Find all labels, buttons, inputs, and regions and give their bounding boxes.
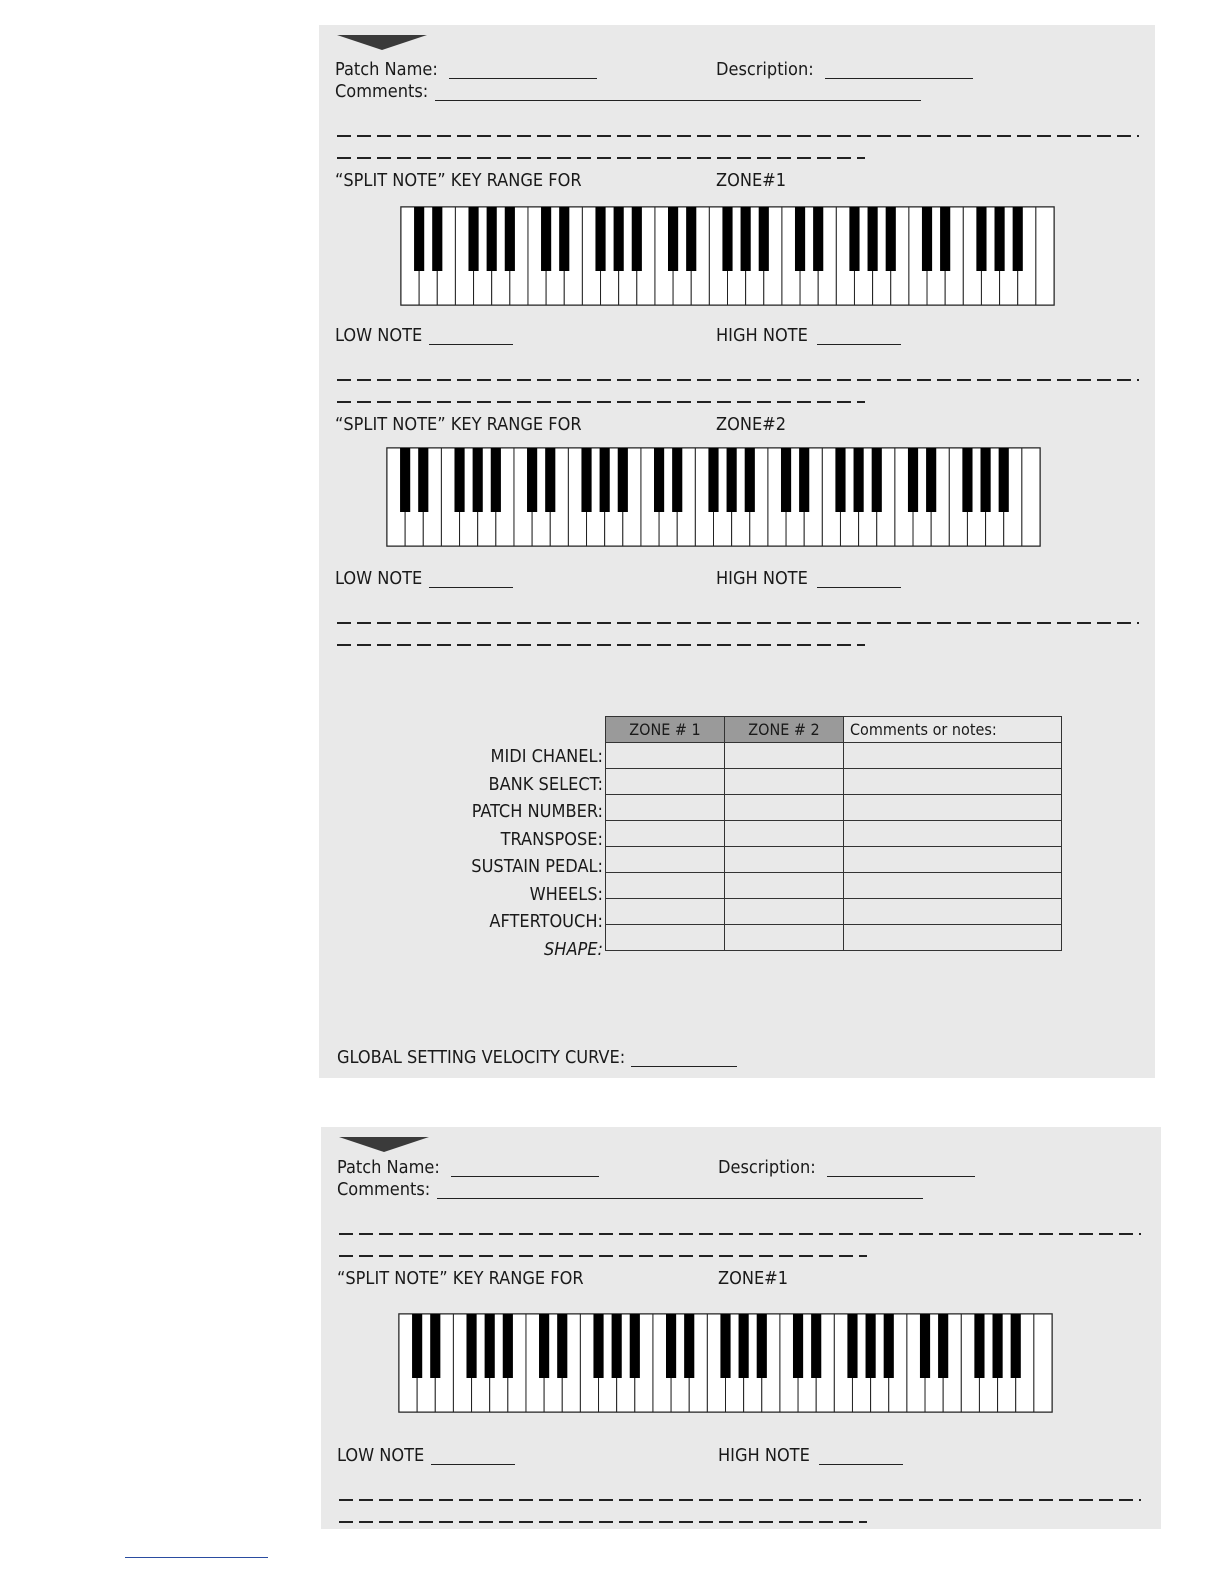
notes-line[interactable] <box>339 1499 1141 1501</box>
table-cell[interactable] <box>844 795 1062 821</box>
table-cell[interactable] <box>606 821 725 847</box>
low-note-field[interactable] <box>429 344 513 345</box>
black-key[interactable] <box>672 448 682 512</box>
split-note-heading: “SPLIT NOTE” KEY RANGE FOR <box>335 414 582 435</box>
comments-line[interactable] <box>337 157 865 159</box>
split-note-heading: “SPLIT NOTE” KEY RANGE FOR <box>335 170 582 191</box>
black-key[interactable] <box>668 207 678 271</box>
black-key[interactable] <box>654 448 664 512</box>
table-cell[interactable] <box>844 821 1062 847</box>
black-key[interactable] <box>614 207 624 271</box>
black-key[interactable] <box>793 1314 803 1378</box>
table-cell[interactable] <box>725 821 844 847</box>
black-key[interactable] <box>414 207 424 271</box>
black-key[interactable] <box>993 1314 1003 1378</box>
black-key[interactable] <box>981 448 991 512</box>
patch-name-label: Patch Name: <box>337 1157 440 1178</box>
low-note-label: LOW NOTE <box>337 1445 425 1466</box>
black-key[interactable] <box>473 448 483 512</box>
footnote-rule <box>125 1557 268 1558</box>
black-key[interactable] <box>745 448 755 512</box>
black-key[interactable] <box>503 1314 513 1378</box>
row-label: TRANSPOSE: <box>500 828 603 850</box>
notes-line[interactable] <box>337 401 865 403</box>
black-key[interactable] <box>559 207 569 271</box>
notes-line[interactable] <box>337 644 865 646</box>
black-key[interactable] <box>974 1314 984 1378</box>
black-key[interactable] <box>926 448 936 512</box>
black-key[interactable] <box>849 207 859 271</box>
black-key[interactable] <box>487 207 497 271</box>
zone-2-heading: ZONE#2 <box>716 414 787 435</box>
keyboard-zone-2[interactable] <box>386 447 1041 547</box>
row-label: SUSTAIN PEDAL: <box>471 856 603 877</box>
black-key[interactable] <box>908 448 918 512</box>
comments-label: Comments: <box>337 1179 431 1200</box>
high-note-field[interactable] <box>819 1464 903 1465</box>
black-key[interactable] <box>686 207 696 271</box>
black-key[interactable] <box>612 1314 622 1378</box>
black-key[interactable] <box>632 207 642 271</box>
black-key[interactable] <box>708 448 718 512</box>
table-cell[interactable] <box>606 873 725 899</box>
high-note-field[interactable] <box>817 587 901 588</box>
black-key[interactable] <box>545 448 555 512</box>
black-key[interactable] <box>630 1314 640 1378</box>
description-field[interactable] <box>827 1176 975 1177</box>
row-label: MIDI CHANEL: <box>490 746 603 767</box>
table-cell[interactable] <box>606 925 725 951</box>
notes-line[interactable] <box>337 379 1139 381</box>
black-key[interactable] <box>1013 207 1023 271</box>
zone-1-heading: ZONE#1 <box>718 1268 789 1289</box>
notes-line[interactable] <box>337 622 1139 624</box>
patch-form-1 <box>319 25 1155 1078</box>
zone-2-column-header: ZONE # 2 <box>725 717 844 743</box>
table-cell[interactable] <box>844 743 1062 769</box>
black-key[interactable] <box>1011 1314 1021 1378</box>
patch-form-2 <box>321 1127 1161 1529</box>
black-key[interactable] <box>412 1314 422 1378</box>
black-key[interactable] <box>418 448 428 512</box>
section-arrow-icon <box>337 35 427 50</box>
black-key[interactable] <box>727 448 737 512</box>
low-note-label: LOW NOTE <box>335 568 423 589</box>
description-field[interactable] <box>825 78 973 79</box>
black-key[interactable] <box>618 448 628 512</box>
black-key[interactable] <box>813 207 823 271</box>
table-cell[interactable] <box>606 743 725 769</box>
keyboard-zone-1[interactable] <box>398 1313 1053 1413</box>
table-cell[interactable] <box>725 873 844 899</box>
row-label: SHAPE: <box>544 938 603 960</box>
row-label: PATCH NUMBER: <box>471 801 603 822</box>
table-cell[interactable] <box>725 899 844 925</box>
black-key[interactable] <box>835 448 845 512</box>
black-key[interactable] <box>600 448 610 512</box>
black-key[interactable] <box>847 1314 857 1378</box>
black-key[interactable] <box>938 1314 948 1378</box>
black-key[interactable] <box>999 448 1009 512</box>
black-key[interactable] <box>666 1314 676 1378</box>
patch-name-field[interactable] <box>449 78 597 79</box>
black-key[interactable] <box>884 1314 894 1378</box>
section-arrow-icon <box>339 1137 429 1152</box>
black-key[interactable] <box>976 207 986 271</box>
low-note-field[interactable] <box>429 587 513 588</box>
black-key[interactable] <box>759 207 769 271</box>
notes-line[interactable] <box>339 1521 867 1523</box>
white-key[interactable] <box>1036 207 1054 305</box>
black-key[interactable] <box>539 1314 549 1378</box>
black-key[interactable] <box>541 207 551 271</box>
black-key[interactable] <box>485 1314 495 1378</box>
row-label: BANK SELECT: <box>488 773 603 795</box>
black-key[interactable] <box>995 207 1005 271</box>
black-key[interactable] <box>468 207 478 271</box>
table-cell[interactable] <box>725 795 844 821</box>
patch-name-field[interactable] <box>451 1176 599 1177</box>
comments-field[interactable] <box>437 1198 923 1199</box>
black-key[interactable] <box>400 448 410 512</box>
black-key[interactable] <box>684 1314 694 1378</box>
row-label: WHEELS: <box>529 883 603 905</box>
black-key[interactable] <box>722 207 732 271</box>
table-cell[interactable] <box>606 769 725 795</box>
black-key[interactable] <box>430 1314 440 1378</box>
low-note-field[interactable] <box>431 1464 515 1465</box>
table-cell[interactable] <box>606 847 725 873</box>
black-key[interactable] <box>557 1314 567 1378</box>
table-cell[interactable] <box>725 743 844 769</box>
black-key[interactable] <box>811 1314 821 1378</box>
table-cell[interactable] <box>725 769 844 795</box>
black-key[interactable] <box>491 448 501 512</box>
comments-column-header: Comments or notes: <box>844 717 1062 743</box>
split-note-heading: “SPLIT NOTE” KEY RANGE FOR <box>337 1268 584 1289</box>
black-key[interactable] <box>454 448 464 512</box>
black-key[interactable] <box>795 207 805 271</box>
black-key[interactable] <box>854 448 864 512</box>
row-label: AFTERTOUCH: <box>489 911 603 932</box>
settings-row-labels <box>439 743 603 963</box>
black-key[interactable] <box>940 207 950 271</box>
black-key[interactable] <box>466 1314 476 1378</box>
black-key[interactable] <box>757 1314 767 1378</box>
white-key[interactable] <box>1022 448 1040 546</box>
black-key[interactable] <box>581 448 591 512</box>
white-key[interactable] <box>1034 1314 1052 1412</box>
patch-name-label: Patch Name: <box>335 59 438 80</box>
low-note-label: LOW NOTE <box>335 325 423 346</box>
comments-line[interactable] <box>339 1255 867 1257</box>
black-key[interactable] <box>720 1314 730 1378</box>
black-key[interactable] <box>868 207 878 271</box>
black-key[interactable] <box>741 207 751 271</box>
black-key[interactable] <box>595 207 605 271</box>
black-key[interactable] <box>739 1314 749 1378</box>
table-cell[interactable] <box>606 795 725 821</box>
comments-field[interactable] <box>435 100 921 101</box>
table-cell[interactable] <box>844 873 1062 899</box>
zone-1-heading: ZONE#1 <box>716 170 787 191</box>
table-cell[interactable] <box>606 899 725 925</box>
comments-label: Comments: <box>335 81 429 102</box>
velocity-curve-field[interactable] <box>631 1066 737 1067</box>
table-cell[interactable] <box>844 899 1062 925</box>
table-cell[interactable] <box>844 769 1062 795</box>
keyboard-zone-1[interactable] <box>400 206 1055 306</box>
black-key[interactable] <box>866 1314 876 1378</box>
table-cell[interactable] <box>844 847 1062 873</box>
table-cell[interactable] <box>844 925 1062 951</box>
black-key[interactable] <box>872 448 882 512</box>
black-key[interactable] <box>920 1314 930 1378</box>
zone-1-column-header: ZONE # 1 <box>606 717 725 743</box>
velocity-curve-label: GLOBAL SETTING VELOCITY CURVE: <box>337 1047 626 1068</box>
description-label: Description: <box>716 59 814 80</box>
zone-settings-table <box>605 716 1062 951</box>
black-key[interactable] <box>593 1314 603 1378</box>
black-key[interactable] <box>505 207 515 271</box>
high-note-field[interactable] <box>817 344 901 345</box>
black-key[interactable] <box>886 207 896 271</box>
high-note-label: HIGH NOTE <box>716 325 808 346</box>
black-key[interactable] <box>527 448 537 512</box>
black-key[interactable] <box>432 207 442 271</box>
comments-line[interactable] <box>339 1233 1141 1235</box>
high-note-label: HIGH NOTE <box>716 568 808 589</box>
table-cell[interactable] <box>725 847 844 873</box>
high-note-label: HIGH NOTE <box>718 1445 810 1466</box>
black-key[interactable] <box>922 207 932 271</box>
comments-line[interactable] <box>337 135 1139 137</box>
description-label: Description: <box>718 1157 816 1178</box>
black-key[interactable] <box>781 448 791 512</box>
table-cell[interactable] <box>725 925 844 951</box>
black-key[interactable] <box>962 448 972 512</box>
black-key[interactable] <box>799 448 809 512</box>
